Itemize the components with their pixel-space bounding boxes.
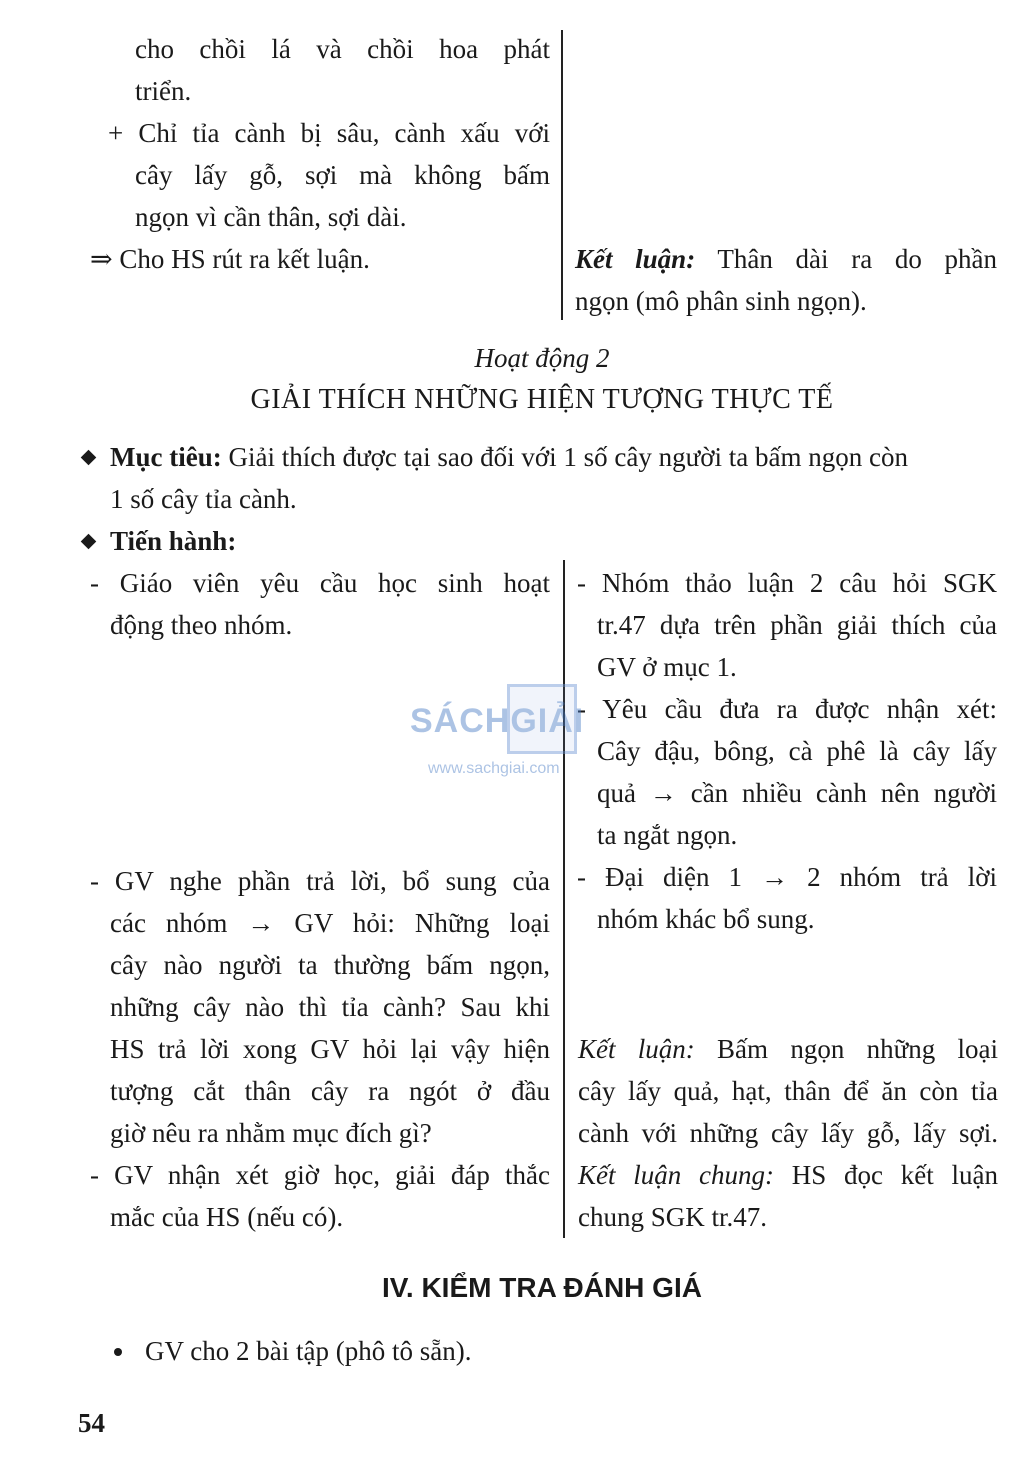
text-line: - GV nhận xét giờ học, giải đáp thắc [90, 1160, 550, 1190]
table-left-column [90, 860, 550, 1238]
text-line: những cây nào thì tỉa cành? Sau khi [110, 992, 550, 1022]
top-left-column [90, 28, 550, 280]
column-divider-main [563, 560, 565, 1238]
objective-text: Giải thích được tại sao đối với 1 số cây người ta bấm ngọn còn [228, 442, 908, 472]
text-line: cây nào người ta thường bấm ngọn, [110, 950, 550, 980]
activity-label: Hoạt động 2 [474, 343, 610, 373]
text-line: động theo nhóm. [110, 610, 293, 640]
section-bullet-text: GV cho 2 bài tập (phô tô sẵn). [145, 1336, 472, 1366]
activity-title: GIẢI THÍCH NHỮNG HIỆN TƯỢNG THỰC TẾ [250, 384, 834, 415]
watermark-main-text: SÁCHGIẢI [410, 702, 585, 740]
procedure-label: Tiến hành: [110, 526, 237, 556]
diamond-bullet-icon [81, 450, 97, 466]
conclusion-line [578, 1028, 998, 1070]
text-line: ta ngắt ngọn. [597, 820, 738, 850]
page-number: 54 [78, 1408, 105, 1438]
table-right-column [577, 562, 997, 940]
text-line: triển. [135, 76, 192, 106]
text-line: cây lấy gỗ, sợi mà không bấm [135, 160, 550, 190]
text-line: tượng cắt thân cây ra ngót ở đầu [110, 1076, 550, 1106]
text-line: các nhóm → GV hỏi: Những loại [110, 908, 550, 938]
objective-label: Mục tiêu: [110, 442, 222, 472]
general-conclusion-line [578, 1154, 998, 1196]
objective-line [110, 436, 908, 478]
text-line: tr.47 dựa trên phần giải thích của [597, 610, 997, 640]
text-line: ⇒ Cho HS rút ra kết luận. [90, 244, 370, 274]
conclusion-label: Kết luận: [578, 1034, 695, 1064]
text-line: cho chồi lá và chồi hoa phát [135, 34, 550, 64]
text-line: + Chỉ tỉa cành bị sâu, cành xấu với [108, 118, 550, 148]
conclusion-text: Thân dài ra do phần [717, 244, 997, 274]
column-divider-top [561, 30, 563, 320]
text-line: - GV nghe phần trả lời, bổ sung của [90, 866, 550, 896]
text-line: giờ nêu ra nhằm mục đích gì? [110, 1118, 432, 1148]
text-line: GV ở mục 1. [597, 652, 737, 682]
table-right-conclusion [578, 1028, 998, 1238]
top-right-column [575, 238, 997, 322]
conclusion-label: Kết luận: [575, 244, 696, 274]
text-line: ngọn vì cần thân, sợi dài. [135, 202, 407, 232]
conclusion-line: cây lấy quả, hạt, thân để ăn còn tỉa [578, 1076, 998, 1106]
diamond-bullet-icon [81, 534, 97, 550]
conclusion-line [575, 238, 997, 280]
conclusion-line: ngọn (mô phân sinh ngọn). [575, 286, 867, 316]
general-conclusion-text: HS đọc kết luận [791, 1160, 998, 1190]
conclusion-line: cành với những cây lấy gỗ, lấy sợi. [578, 1118, 998, 1148]
general-conclusion-label: Kết luận chung: [578, 1160, 774, 1190]
text-line: nhóm khác bổ sung. [597, 904, 815, 934]
bullet-dot-icon [114, 1348, 122, 1356]
text-line: Cây đậu, bông, cà phê là cây lấy [597, 736, 997, 766]
text-line: - Yêu cầu đưa ra được nhận xét: [577, 694, 997, 724]
text-line: mắc của HS (nếu có). [110, 1202, 344, 1232]
watermark-logo [410, 684, 610, 784]
general-conclusion-line: chung SGK tr.47. [578, 1202, 767, 1232]
section-title: IV. KIỂM TRA ĐÁNH GIÁ [382, 1272, 702, 1303]
conclusion-text: Bấm ngọn những loại [717, 1034, 998, 1064]
text-line: HS trả lời xong GV hỏi lại vậy hiện [110, 1034, 550, 1064]
text-line: - Nhóm thảo luận 2 câu hỏi SGK [577, 568, 997, 598]
text-line: - Đại diện 1 → 2 nhóm trả lời [577, 862, 997, 892]
text-line: quả → cần nhiều cành nên người [597, 778, 997, 808]
table-left-column [90, 562, 550, 646]
text-line: - Giáo viên yêu cầu học sinh hoạt [90, 568, 550, 598]
watermark-url: www.sachgiai.com [428, 760, 560, 777]
objective-line: 1 số cây tỉa cành. [110, 484, 297, 514]
